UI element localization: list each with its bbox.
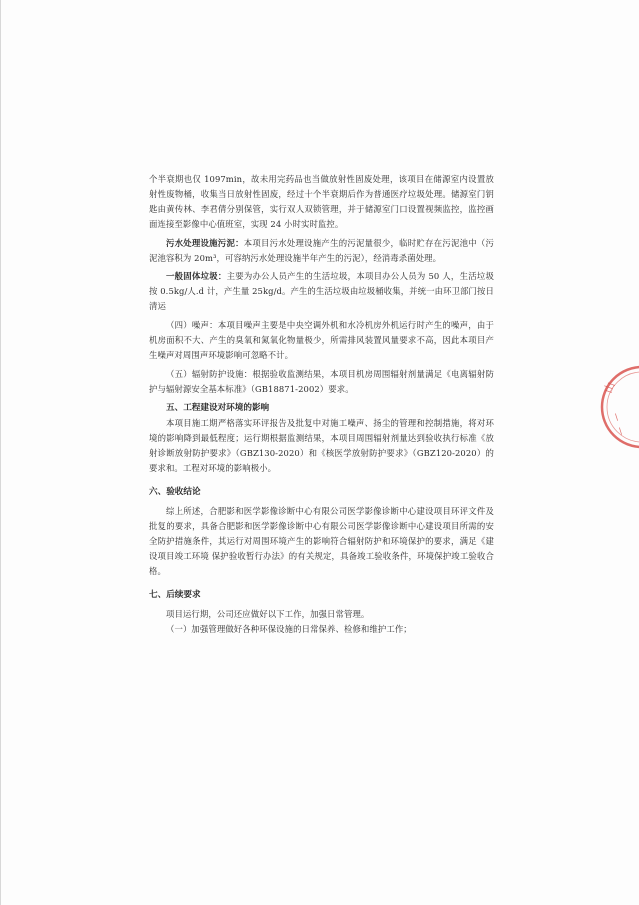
section-heading-7: 七、后续要求 [149, 590, 201, 600]
section-heading-6: 六、验收结论 [149, 487, 201, 497]
sludge-body: 本项目污水处理设施产生的污泥量很少，临时贮存在污泥池中（污泥池容积为 20m³，可容纳污水处理设施半年产生的污泥），经消毒杀菌处理。 [149, 238, 494, 263]
svg-text:\: \ [615, 413, 619, 423]
paragraph-noise: （四）噪声：本项目噪声主要是中央空调外机和水冷机房外机运行时产生的噪声，由于机房面积不大、产生的臭氧和氮氧化物量极少，所需排风装置风量要求不高，因此本项目产生噪声对周围声环境影响可忽略不计。 [149, 320, 494, 360]
paragraph-radiation-protection: （五）辐射防护设施：根据验收监测结果，本项目机房周围辐射剂量满足《电离辐射防护与辐射源安全基本标准》（GB18871-2002）要求。 [149, 369, 494, 394]
solid-waste-lead: 一般固体垃圾： [166, 271, 227, 281]
paragraph-sludge [149, 236, 494, 266]
solid-waste-body: 主要为办公人员产生的生活垃圾，本项目办公人员为 50 人，生活垃圾按 0.5kg/人.d 计，产生量 25kg/d。产生的生活垃圾由垃圾桶收集，并统一由环卫部门按日清运 [149, 271, 494, 311]
page-content [149, 172, 494, 637]
paragraph-followup: 项目运行期，公司还应做好以下工作，加强日常管理。 [166, 609, 370, 619]
svg-text:山: 山 [601, 380, 618, 396]
sludge-lead: 污水处理设施污泥： [166, 238, 244, 248]
paragraph-solid-waste [149, 269, 494, 314]
section-heading-5: 五、工程建设对环境的影响 [166, 403, 270, 413]
paragraph-conclusion: 综上所述，合肥影和医学影像诊断中心有限公司医学影像诊断中心建设项目环评文件及批复的要求，具备合肥影和医学影像诊断中心有限公司医学影像诊断中心建设项目所需的安全防护措施条件，其运行对周围环境产生的影响符合辐射防护和环境保护的要求，满足《建设项目竣工环境 保护验收暂行办法》的有关规定，具备竣工验收条件，环境保护竣工验收合格。 [149, 506, 494, 576]
paragraph-followup-item-1: （一）加强管理做好各种环保设施的日常保养、检修和维护工作； [166, 624, 412, 634]
paragraph-environment-impact: 本项目施工期严格落实环评报告及批复中对施工噪声、扬尘的管理和控制措施，将对环境的影响降到最低程度；运行期根据监测结果，本项目周围辐射剂量达到验收执行标准《放射诊断放射防护要求》（GBZ130-2020）和《核医学放射防护要求》（GBZ120-2020）的要求和。工程对环境的影响极小。 [149, 418, 494, 473]
company-seal [597, 352, 639, 462]
paragraph-radioactive-waste: 个半衰期也仅 1097min，故未用完药品也当做放射性固废处理，该项目在储源室内设置放射性废物桶，收集当日放射性固废，经过十个半衰期后作为普通医疗垃圾处理。储源室门钥匙由黄传林、李君倩分别保管，实行双人双锁管理，并于储源室门口设置视频监控，监控画面连接至影像中心值班室，实现 24 小时实时监控。 [149, 174, 494, 229]
svg-text:\: \ [619, 427, 623, 437]
